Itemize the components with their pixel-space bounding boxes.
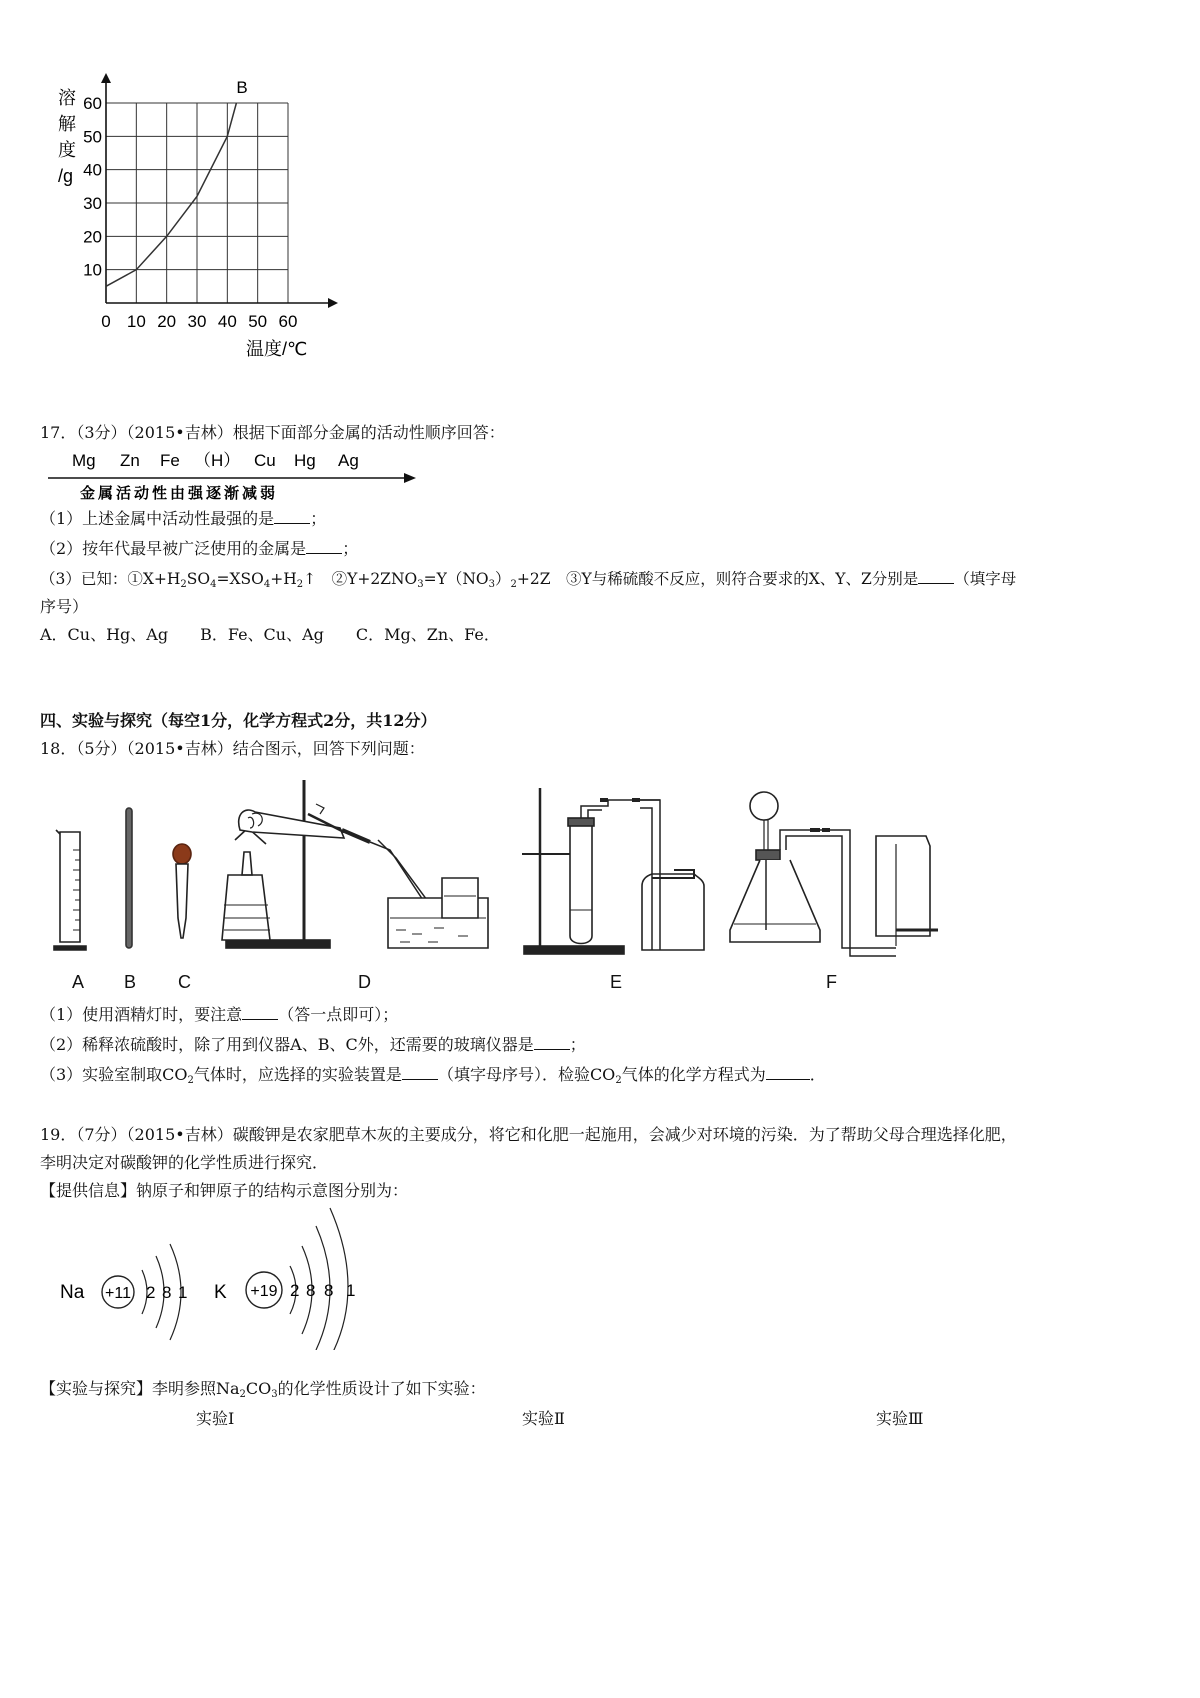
- apparatus-label: B: [124, 972, 137, 992]
- q17-part1: （1）上述金属中活动性最强的是 ；: [40, 509, 327, 528]
- q19-info: 【提供信息】钠原子和钾原子的结构示意图分别为：: [40, 1181, 409, 1200]
- q19-line2: 李明决定对碳酸钾的化学性质进行探究．: [40, 1153, 329, 1172]
- atomic-structure-figure: [50, 1200, 390, 1350]
- k-electron-count: 2: [290, 1281, 300, 1300]
- q17-part3-line2: 序号）: [40, 597, 89, 616]
- experiment-1-label: 实验Ⅰ: [196, 1409, 235, 1428]
- apparatus-figure: [40, 770, 960, 1000]
- chart-ticks: [83, 94, 297, 331]
- activity-series-figure: [44, 446, 424, 506]
- y-label-char: 解: [58, 114, 76, 134]
- metal-symbol: Ag: [338, 451, 359, 470]
- metal-row: [72, 451, 359, 470]
- metal-symbol: Cu: [254, 451, 276, 470]
- x-tick-label: 20: [157, 312, 177, 331]
- x-axis-label: 温度/℃: [246, 339, 308, 359]
- solubility-curve-b: [106, 103, 236, 286]
- apparatus-label: C: [178, 972, 191, 992]
- x-tick-label: 10: [126, 312, 146, 331]
- metal-symbol: Fe: [160, 451, 180, 470]
- x-tick-label: 60: [278, 312, 298, 331]
- answer-blank[interactable]: [402, 1065, 438, 1080]
- x-axis-arrow: [328, 298, 338, 308]
- heating-apparatus-d: [222, 780, 488, 948]
- q18-stem: 18．（5分）（2015•吉林）结合图示，回答下列问题：: [40, 739, 425, 758]
- answer-blank[interactable]: [242, 1005, 278, 1020]
- y-tick-label: 30: [83, 194, 102, 213]
- q17-part2: （2）按年代最早被广泛使用的金属是 ；: [40, 539, 359, 558]
- metal-symbol: （H）: [194, 451, 241, 470]
- x-tick-label: 30: [187, 312, 207, 331]
- y-tick-label: 10: [83, 260, 102, 280]
- k-nucleus-charge: +19: [250, 1283, 278, 1300]
- apparatus-label: F: [826, 972, 837, 992]
- q17-stem: 17．（3分）（2015•吉林）根据下面部分金属的活动性顺序回答：: [40, 423, 505, 442]
- y-label-char: /g: [58, 166, 74, 186]
- q18-part1: （1）使用酒精灯时，要注意 （答一点即可）；: [40, 1005, 399, 1024]
- graduated-cylinder-a: [54, 830, 86, 950]
- answer-blank[interactable]: [306, 539, 342, 554]
- y-label-char: 溶: [58, 88, 76, 108]
- q19-line1: 19．（7分）（2015•吉林）碳酸钾是农家肥草木灰的主要成分，将它和化肥一起施用，会减少对环境的污染．为了帮助父母合理选择化肥，: [40, 1125, 1017, 1144]
- answer-blank[interactable]: [274, 509, 310, 524]
- metal-symbol: Mg: [72, 451, 96, 470]
- q17-options: A．Cu、Hg、Ag B．Fe、Cu、Ag C．Mg、Zn、Fe．: [40, 625, 500, 644]
- apparatus-label: E: [610, 972, 623, 992]
- k-symbol: K: [214, 1282, 227, 1303]
- y-tick-label: 60: [83, 94, 102, 113]
- answer-blank[interactable]: [918, 569, 954, 584]
- y-tick-label: 20: [83, 227, 102, 247]
- glass-rod-b: [126, 808, 132, 948]
- solubility-chart: [50, 70, 370, 370]
- activity-caption: 金属活动性由强逐渐减弱: [80, 485, 279, 502]
- series-label-b: B: [236, 78, 248, 97]
- metal-symbol: Zn: [120, 451, 140, 470]
- y-label-char: 度: [58, 140, 76, 160]
- gas-apparatus-f: [730, 792, 938, 956]
- na-symbol: Na: [60, 1282, 85, 1303]
- activity-arrow-head: [404, 473, 416, 483]
- na-electron-count: 2: [146, 1283, 156, 1302]
- section-4-heading: 四、实验与探究（每空1分，化学方程式2分，共12分）: [40, 711, 437, 730]
- y-tick-label: 50: [83, 127, 102, 147]
- y-axis-label: [58, 88, 76, 186]
- q19-explore: 【实验与探究】李明参照$Na_2CO_3$的化学性质设计了如下实验：: [40, 1379, 486, 1400]
- gas-apparatus-e: [522, 788, 704, 954]
- k-electron-count: 8: [324, 1281, 334, 1300]
- y-axis-arrow: [101, 73, 111, 83]
- apparatus-label: D: [358, 972, 371, 992]
- y-tick-label: 40: [83, 160, 102, 180]
- q17-part3: （3）已知：$①X+H_2SO_4=XSO_4+H_2↑$ $②Y+2ZNO_3=Y(NO_3)_2+2Z$ ③Y与稀硫酸不反应，则符合要求的X、Y、Z分别是 （填字母: [40, 570, 1017, 590]
- chart-grid: [106, 103, 288, 303]
- experiment-2-label: 实验Ⅱ: [522, 1409, 565, 1428]
- k-shells: [290, 1208, 348, 1350]
- metal-symbol: Hg: [294, 451, 316, 470]
- q18-part2: （2）稀释浓硫酸时，除了用到仪器A、B、C外，还需要的玻璃仪器是 ；: [40, 1035, 586, 1054]
- k-electron-count: 1: [346, 1281, 356, 1300]
- q18-part3: （3）实验室制取$CO_2$气体时，应选择的实验装置是 （填字母序号）．检验$CO_2$气体的化学方程式为 ．: [40, 1065, 826, 1086]
- na-electron-count: 8: [162, 1283, 172, 1302]
- na-nucleus-charge: +11: [105, 1285, 131, 1302]
- apparatus-label: A: [72, 972, 85, 992]
- x-tick-label: 0: [101, 312, 111, 331]
- x-tick-label: 40: [217, 312, 237, 331]
- k-electron-count: 8: [306, 1281, 316, 1300]
- x-tick-label: 50: [248, 312, 268, 331]
- answer-blank[interactable]: [534, 1035, 570, 1050]
- dropper-c: [173, 844, 191, 938]
- na-electron-count: 1: [178, 1283, 188, 1302]
- answer-blank[interactable]: [766, 1065, 810, 1080]
- experiment-3-label: 实验Ⅲ: [876, 1409, 924, 1428]
